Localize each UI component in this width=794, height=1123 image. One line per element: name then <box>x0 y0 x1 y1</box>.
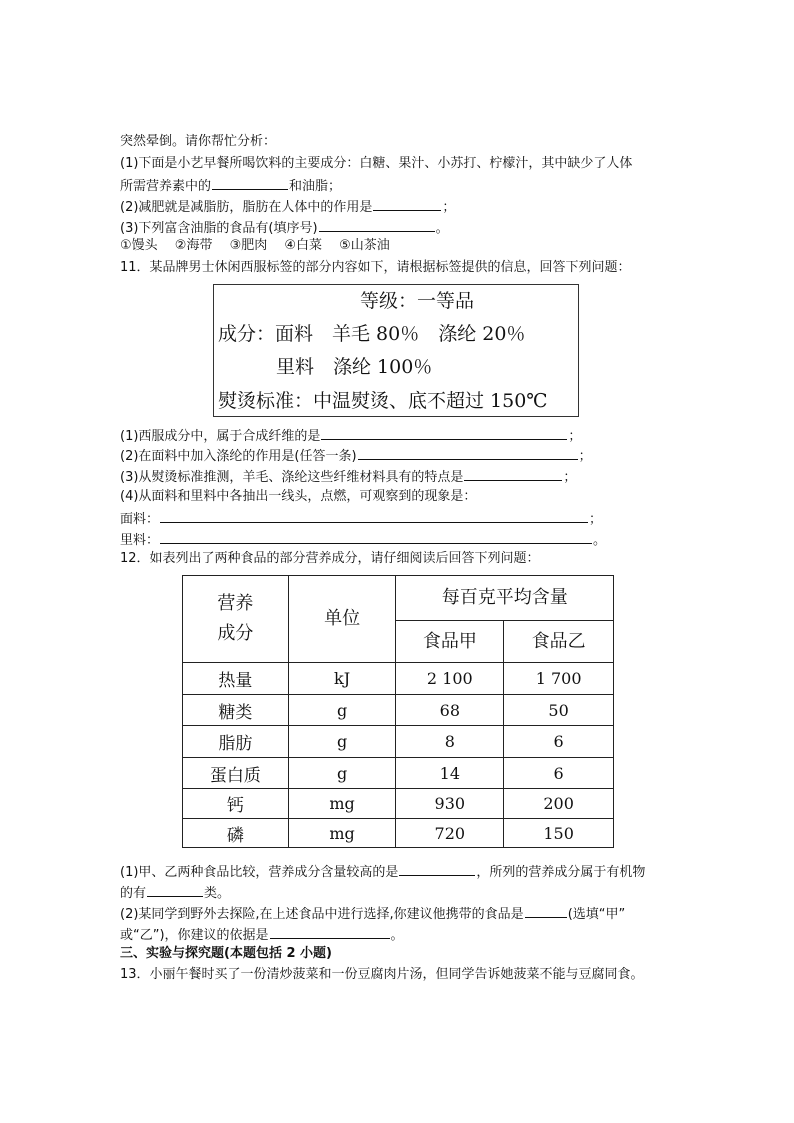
cell-food-b: 6 <box>504 726 614 758</box>
cell-food-b: 50 <box>504 695 614 726</box>
q12-stem: 12．如表列出了两种食品的部分营养成分，请仔细阅读后回答下列问题： <box>120 551 540 566</box>
q12-part1-text-b: ，所列的营养成分属于有机物 <box>476 865 646 880</box>
q12-part1-text-a: (1)甲、乙两种食品比较，营养成分含量较高的是 <box>120 865 399 880</box>
cell-unit: g <box>288 695 396 726</box>
q11-stem: 11．某品牌男士休闲西服标签的部分内容如下，请根据标签提供的信息，回答下列问题： <box>120 260 631 275</box>
q11-part3-text-a: (3)从熨烫标准推测，羊毛、涤纶这些纤维材料具有的特点是 <box>120 470 464 485</box>
cell-unit: mg <box>288 819 396 848</box>
lining-prefix: 里料： <box>120 533 160 548</box>
cell-food-a: 2 100 <box>396 663 504 695</box>
answer-blank[interactable] <box>319 218 435 232</box>
cell-unit: g <box>288 726 396 758</box>
cell-food-b: 150 <box>504 819 614 848</box>
answer-blank[interactable] <box>160 509 588 523</box>
header-nutrient <box>183 576 289 663</box>
header-nutrient-line1: 营养 <box>217 593 254 614</box>
q10-part1-text-b: 和油脂； <box>289 179 342 194</box>
answer-blank[interactable] <box>160 530 592 544</box>
header-nutrient-line2: 成分 <box>217 623 254 644</box>
fabric-suffix: ； <box>589 512 603 527</box>
fabric-prefix: 面料： <box>120 512 160 527</box>
section-heading: 三、实验与探究题(本题包括 2 小题) <box>120 946 332 961</box>
answer-blank[interactable] <box>399 862 475 876</box>
label-ironing: 熨烫标准：中温熨烫、底不超过 150℃ <box>218 390 548 412</box>
cell-food-a: 14 <box>396 758 504 789</box>
q12-part1-line1 <box>120 862 645 882</box>
q12-part2-text-b: (选填“甲” <box>567 907 626 922</box>
label-composition: 成分：面料 羊毛 80％ 涤纶 20％ <box>218 323 526 345</box>
q12-part2-line1 <box>120 904 625 924</box>
q12-part2-text-a: (2)某同学到野外去探险,在上述食品中进行选择,你建议他携带的食品是 <box>120 907 524 922</box>
q11-part1-text-b: ； <box>568 429 582 444</box>
q10-part2-text-b: ； <box>442 200 456 215</box>
header-food-b: 食品乙 <box>504 621 614 663</box>
q12-part1-line2 <box>120 883 230 903</box>
q10-part3-text-a: (3)下列富含油脂的食品有(填序号) <box>120 221 318 236</box>
table-row <box>183 726 614 758</box>
table-row <box>183 695 614 726</box>
table-row <box>183 758 614 789</box>
q10-part3-text-b: 。 <box>435 221 449 236</box>
answer-blank[interactable] <box>464 467 562 481</box>
cell-name: 脂肪 <box>183 726 289 758</box>
q11-part2 <box>120 446 592 466</box>
q12-part2-line2 <box>120 925 404 945</box>
cell-food-b: 6 <box>504 758 614 789</box>
q10-part1-text-a: 所需营养素中的 <box>120 179 212 194</box>
cell-food-a: 8 <box>396 726 504 758</box>
answer-blank[interactable] <box>147 883 203 897</box>
cell-unit: g <box>288 758 396 789</box>
q12-part2-text-d: 。 <box>390 928 404 943</box>
q11-part1-text-a: (1)西服成分中，属于合成纤维的是 <box>120 429 321 444</box>
answer-blank[interactable] <box>321 426 567 440</box>
cell-food-b: 1 700 <box>504 663 614 695</box>
cell-unit: mg <box>288 789 396 819</box>
cell-name: 磷 <box>183 819 289 848</box>
answer-blank[interactable] <box>373 197 441 211</box>
q11-lining <box>120 530 606 550</box>
cell-food-b: 200 <box>504 789 614 819</box>
q11-part3-text-b: ； <box>563 470 577 485</box>
cell-name: 糖类 <box>183 695 289 726</box>
label-lining: 里料 涤纶 100％ <box>276 356 433 378</box>
nutrition-table <box>182 575 614 848</box>
label-grade: 等级：一等品 <box>360 290 475 312</box>
q11-part2-text-a: (2)在面料中加入涤纶的作用是(任答一条) <box>120 449 357 464</box>
q10-part1-line2 <box>120 176 341 196</box>
header-unit: 单位 <box>288 576 396 663</box>
cell-name: 热量 <box>183 663 289 695</box>
answer-blank[interactable] <box>358 446 578 460</box>
table-row <box>183 663 614 695</box>
table-row <box>183 789 614 819</box>
q11-part3 <box>120 467 576 487</box>
q13-stem: 13．小丽午餐时买了一份清炒菠菜和一份豆腐肉片汤，但同学告诉她菠菜不能与豆腐同食。 <box>120 967 644 982</box>
cell-name: 蛋白质 <box>183 758 289 789</box>
garment-label <box>213 284 579 417</box>
answer-blank[interactable] <box>212 176 288 190</box>
cell-name: 钙 <box>183 789 289 819</box>
table-row <box>183 819 614 848</box>
q10-part2-text-a: (2)减肥就是减脂肪，脂肪在人体中的作用是 <box>120 200 373 215</box>
cell-food-a: 68 <box>396 695 504 726</box>
cell-unit: kJ <box>288 663 396 695</box>
q11-part1 <box>120 426 581 446</box>
q12-part2-text-c: 或“乙”)，你建议的依据是 <box>120 928 269 943</box>
cell-food-a: 720 <box>396 819 504 848</box>
answer-blank[interactable] <box>270 925 390 939</box>
q12-part1-text-c: 的有 <box>120 886 147 901</box>
answer-blank[interactable] <box>525 904 567 918</box>
q12-part1-text-d: 类。 <box>204 886 231 901</box>
q10-options: ①馒头 ②海带 ③肥肉 ④白菜 ⑤山茶油 <box>120 238 390 253</box>
lining-suffix: 。 <box>593 533 607 548</box>
header-group: 每百克平均含量 <box>396 576 614 621</box>
q10-part2 <box>120 197 455 217</box>
q11-fabric <box>120 509 602 529</box>
q11-part4: (4)从面料和里料中各抽出一线头，点燃，可观察到的现象是： <box>120 489 477 504</box>
q11-part2-text-b: ； <box>578 449 592 464</box>
intro-line: 突然晕倒。请你帮忙分析： <box>120 134 277 149</box>
q10-part3 <box>120 218 449 238</box>
q10-part1-line1: (1)下面是小艺早餐所喝饮料的主要成分：白糖、果汁、小苏打、柠檬汁，其中缺少了人体 <box>120 156 633 171</box>
cell-food-a: 930 <box>396 789 504 819</box>
header-food-a: 食品甲 <box>396 621 504 663</box>
